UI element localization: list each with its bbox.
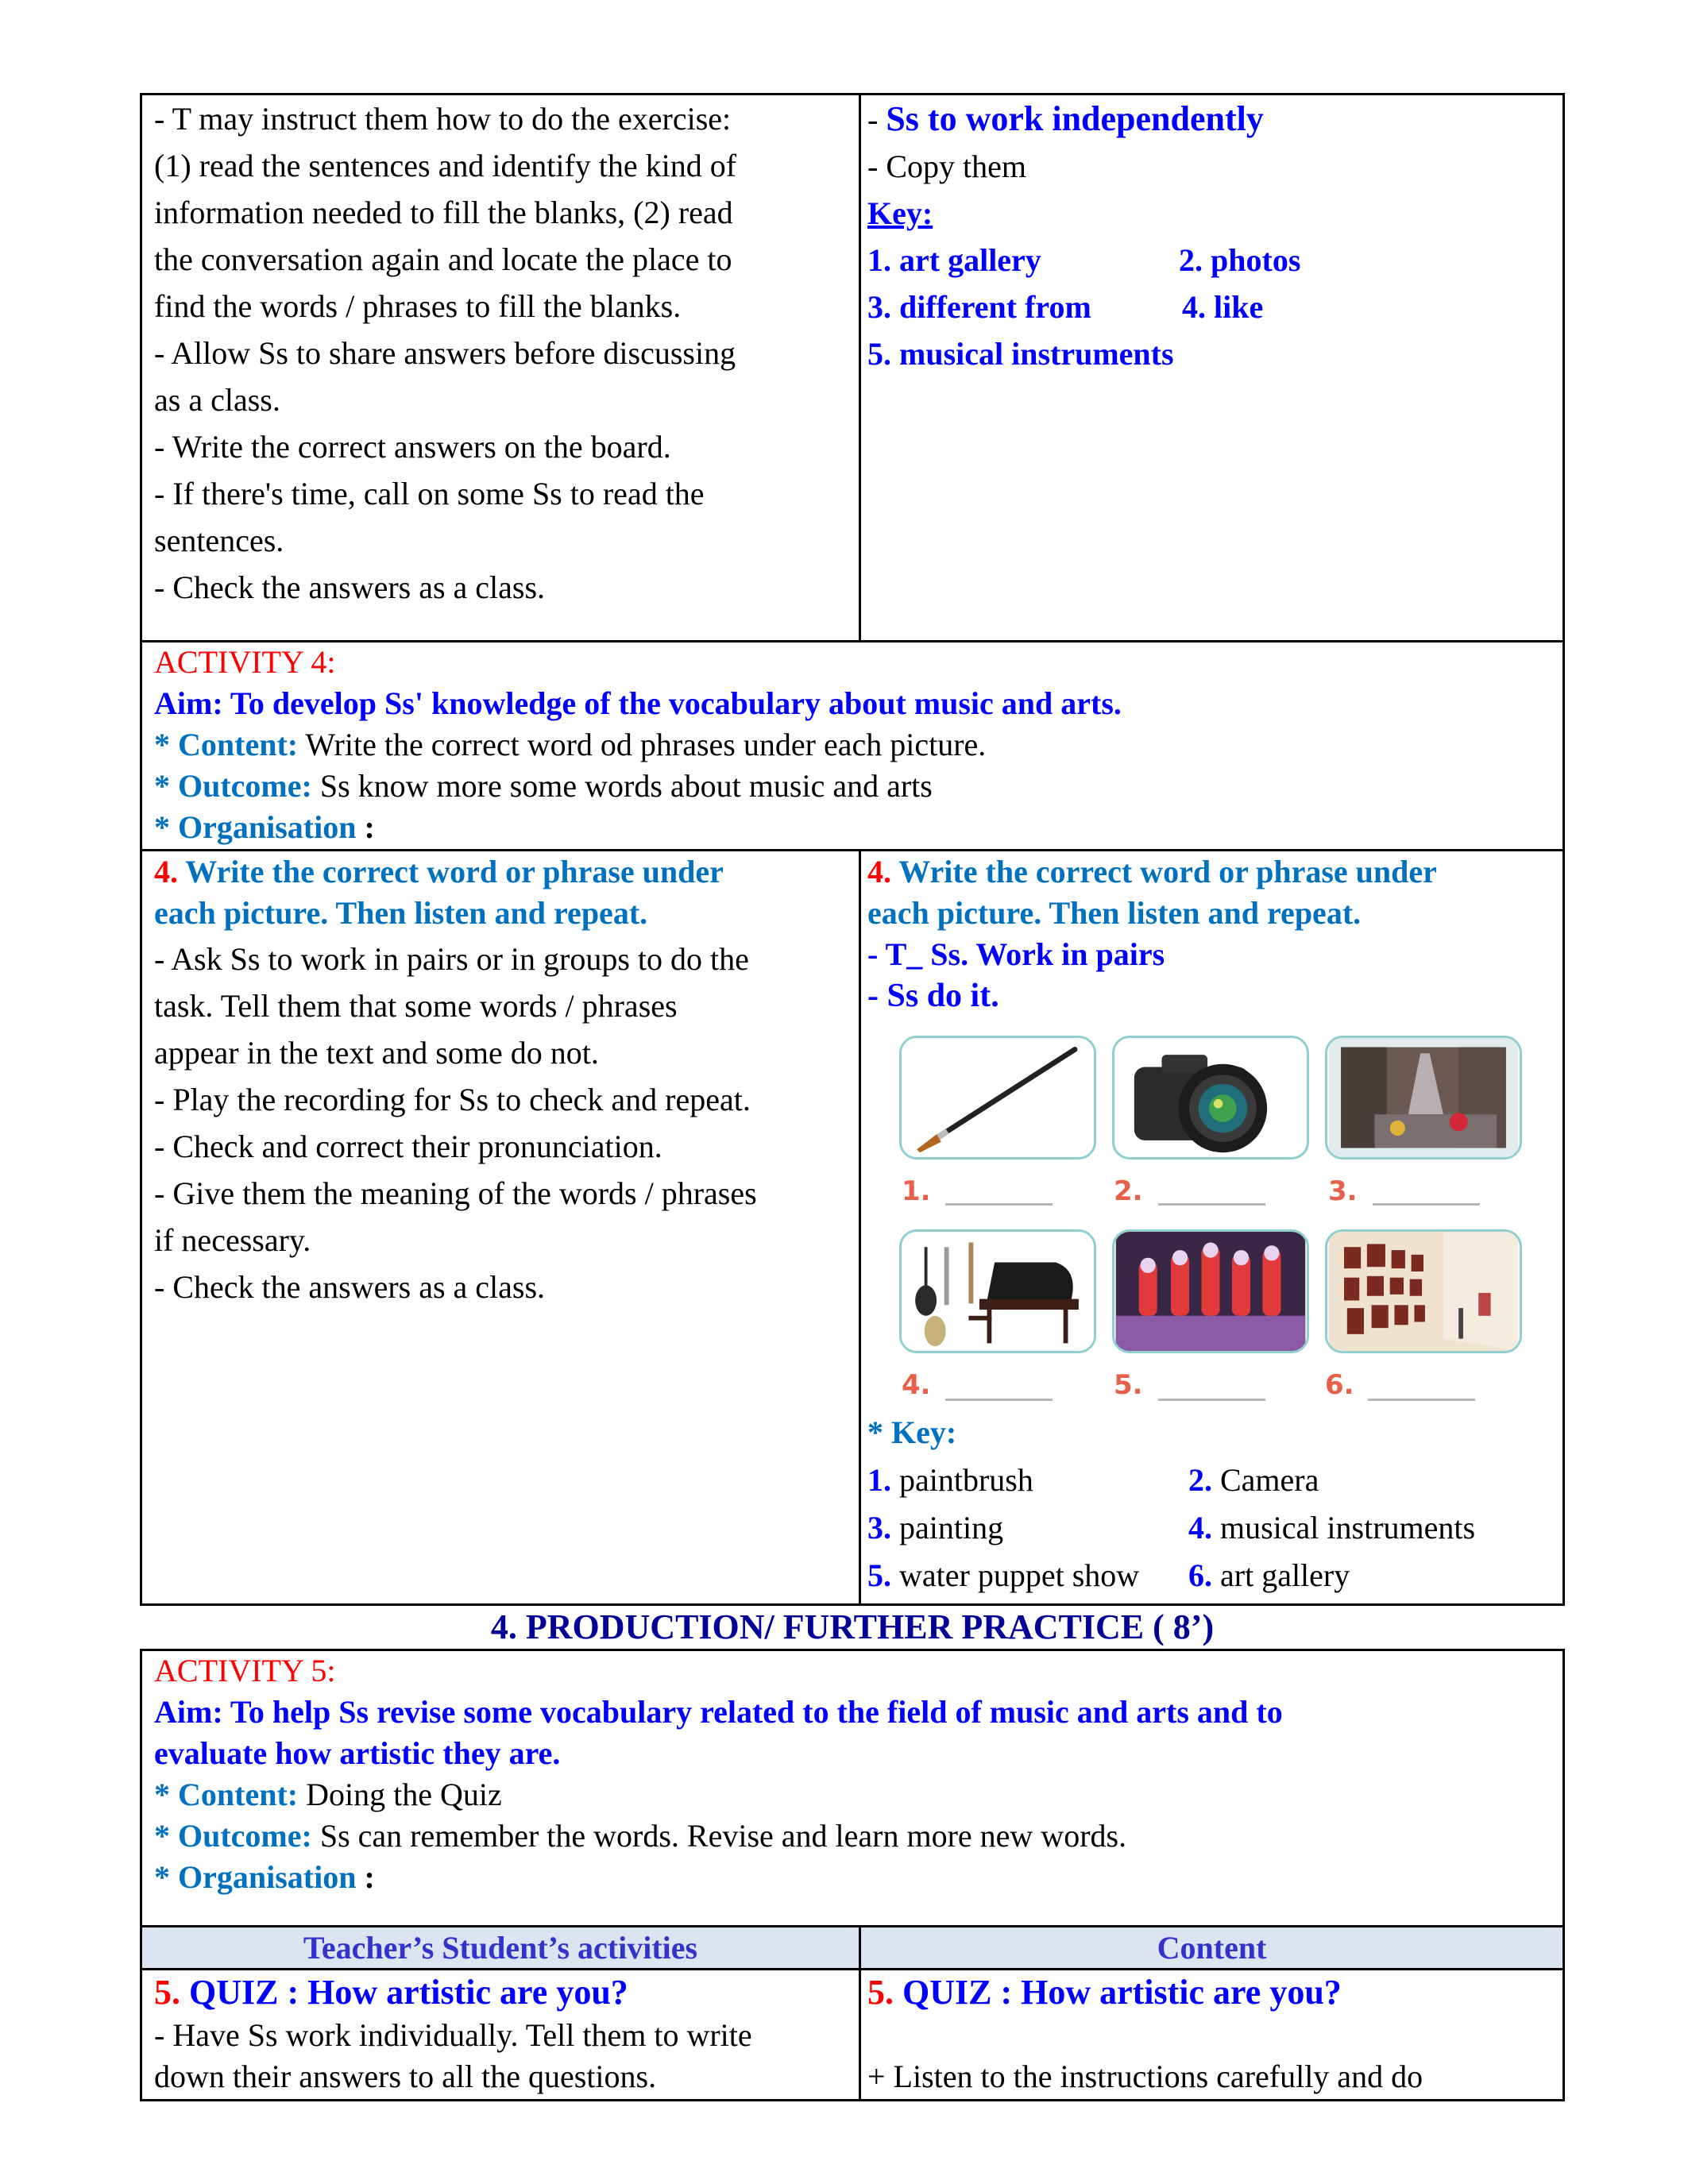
activity5-cell xyxy=(154,1650,1552,1898)
pairs-line: - T_ Ss. Work in pairs xyxy=(867,936,1165,972)
blank-number: 1. xyxy=(902,1175,931,1207)
paintbrush-icon xyxy=(902,1038,1094,1157)
key-answer: 5. musical instruments xyxy=(867,336,1174,372)
text-line: as a class. xyxy=(154,382,280,418)
content-text: Write the correct word od phrases under each picture. xyxy=(298,727,987,762)
blank-number: 6. xyxy=(1325,1369,1354,1401)
text-line: - Check the answers as a class. xyxy=(154,1269,546,1305)
answer-blank[interactable] xyxy=(1158,1203,1265,1206)
answer-blank[interactable] xyxy=(1368,1399,1475,1401)
key-answer: 4. like xyxy=(1182,289,1264,325)
activity5-title: ACTIVITY 5: xyxy=(154,1653,336,1688)
outcome-text: Ss know more some words about music and arts xyxy=(311,768,933,804)
activity5-organisation: * Organisation : xyxy=(154,1859,375,1895)
picture-paintbrush xyxy=(899,1036,1096,1160)
key-grid xyxy=(867,1457,1559,1599)
text-line: + Listen to the instructions carefully and do xyxy=(867,2059,1423,2094)
key-item: 1. paintbrush xyxy=(867,1462,1033,1498)
activity4-title: ACTIVITY 4: xyxy=(154,644,336,680)
text-line: - Play the recording for Ss to check and repeat. xyxy=(154,1082,751,1117)
painting-icon xyxy=(1327,1038,1520,1157)
key-item: 5. water puppet show xyxy=(867,1557,1140,1593)
quiz-title: 5. QUIZ : How artistic are you? xyxy=(867,1973,1342,2012)
text-line: information needed to fill the blanks, (2) read xyxy=(154,195,733,230)
text-line: - Allow Ss to share answers before discussing xyxy=(154,335,736,371)
activity4-content xyxy=(154,724,1552,766)
answer-blank[interactable] xyxy=(945,1399,1053,1401)
quiz-title: 5. QUIZ : How artistic are you? xyxy=(154,1973,628,2012)
key-row xyxy=(867,284,1559,330)
text-line: - Write the correct answers on the board. xyxy=(154,429,671,465)
key-label: Key: xyxy=(867,195,933,231)
picture-art-gallery xyxy=(1325,1229,1522,1353)
work-independently-line: - Ss to work independently xyxy=(867,99,1264,138)
exercise-heading: each picture. Then listen and repeat. xyxy=(154,895,648,931)
organisation-label: * Organisation xyxy=(154,809,357,845)
text-line: - T may instruct them how to do the exercise: xyxy=(154,101,732,137)
column-header-content: Content xyxy=(1157,1930,1267,1966)
key-item: 3. painting xyxy=(867,1510,1004,1545)
answer-blank[interactable] xyxy=(945,1203,1053,1206)
text-line: - Give them the meaning of the words / phrases xyxy=(154,1175,757,1211)
quiz-teacher-cell xyxy=(154,1970,853,2097)
key-row xyxy=(867,237,1559,284)
picture-painting xyxy=(1325,1036,1522,1160)
activity4-organisation: * Organisation : xyxy=(154,809,375,845)
exercise-heading: each picture. Then listen and repeat. xyxy=(867,895,1362,931)
activity5-aim: evaluate how artistic they are. xyxy=(154,1735,561,1771)
art-gallery-icon xyxy=(1327,1232,1520,1351)
water-puppet-icon xyxy=(1114,1232,1307,1351)
row1-teacher-cell xyxy=(154,95,853,611)
do-it-line: - Ss do it. xyxy=(867,978,999,1014)
column-header-activities: Teacher’s Student’s activities xyxy=(303,1930,698,1966)
text-line: find the words / phrases to fill the blanks. xyxy=(154,288,682,324)
camera-icon xyxy=(1114,1038,1307,1157)
activity5-aim: Aim: To help Ss revise some vocabulary related to the field of music and arts and to xyxy=(154,1694,1283,1730)
row3-teacher-cell xyxy=(154,851,853,1310)
blank-number: 3. xyxy=(1328,1175,1358,1207)
row-divider xyxy=(140,1925,1565,1927)
picture-water-puppet-show xyxy=(1112,1229,1309,1353)
activity5-content: * Content: Doing the Quiz xyxy=(154,1777,502,1812)
key-label: * Key: xyxy=(867,1414,957,1450)
blank-number: 4. xyxy=(902,1369,931,1401)
exercise-heading: 4. Write the correct word or phrase under xyxy=(867,854,1437,889)
content-label: * Content: xyxy=(154,727,299,762)
key-answer: 3. different from xyxy=(867,289,1091,325)
row3-key xyxy=(867,1409,1559,1599)
section-heading: 4. PRODUCTION/ FURTHER PRACTICE ( 8’) xyxy=(490,1607,1215,1646)
text-line: (1) read the sentences and identify the kind of xyxy=(154,148,737,183)
key-answer: 1. art gallery xyxy=(867,242,1041,278)
blank-number: 5. xyxy=(1114,1369,1143,1401)
answer-blank[interactable] xyxy=(1158,1399,1265,1401)
outcome-label: * Outcome: xyxy=(154,768,312,804)
activity5-outcome: * Outcome: Ss can remember the words. Revise and learn more new words. xyxy=(154,1818,1127,1854)
text-line: - Check and correct their pronunciation. xyxy=(154,1129,662,1164)
activity4-outcome xyxy=(154,766,1552,807)
column-divider xyxy=(859,93,861,641)
key-item: 4. musical instruments xyxy=(1188,1510,1476,1545)
text-line: - Ask Ss to work in pairs or in groups to do the xyxy=(154,941,749,977)
text-line: - Check the answers as a class. xyxy=(154,569,546,605)
text-line: if necessary. xyxy=(154,1222,311,1258)
picture-camera xyxy=(1112,1036,1309,1160)
key-item: 2. Camera xyxy=(1188,1462,1319,1498)
text-line: appear in the text and some do not. xyxy=(154,1035,599,1071)
answer-blank[interactable] xyxy=(1373,1203,1480,1206)
text-line: task. Tell them that some words / phrases xyxy=(154,988,678,1024)
picture-musical-instruments xyxy=(899,1229,1096,1353)
musical-instruments-icon xyxy=(902,1232,1094,1351)
text-line: down their answers to all the questions. xyxy=(154,2059,657,2094)
key-item: 6. art gallery xyxy=(1188,1557,1350,1593)
activity4-cell xyxy=(154,642,1552,848)
text-line: the conversation again and locate the place to xyxy=(154,241,732,277)
text-line: - Have Ss work individually. Tell them to write xyxy=(154,2017,752,2053)
blank-number: 2. xyxy=(1114,1175,1143,1207)
exercise-heading: 4. Write the correct word or phrase under xyxy=(154,854,724,889)
row3-content-cell xyxy=(867,851,1559,1017)
activity4-aim: Aim: To develop Ss' knowledge of the vocabulary about music and arts. xyxy=(154,685,1122,721)
row1-content-cell xyxy=(867,95,1559,377)
copy-line: - Copy them xyxy=(867,149,1026,184)
text-line: - If there's time, call on some Ss to read the xyxy=(154,476,705,511)
text-line: sentences. xyxy=(154,523,284,558)
independent-text: Ss to work independently xyxy=(886,99,1264,138)
quiz-content-cell xyxy=(867,1970,1559,2097)
key-answer: 2. photos xyxy=(1179,242,1301,278)
column-divider xyxy=(859,849,861,1606)
